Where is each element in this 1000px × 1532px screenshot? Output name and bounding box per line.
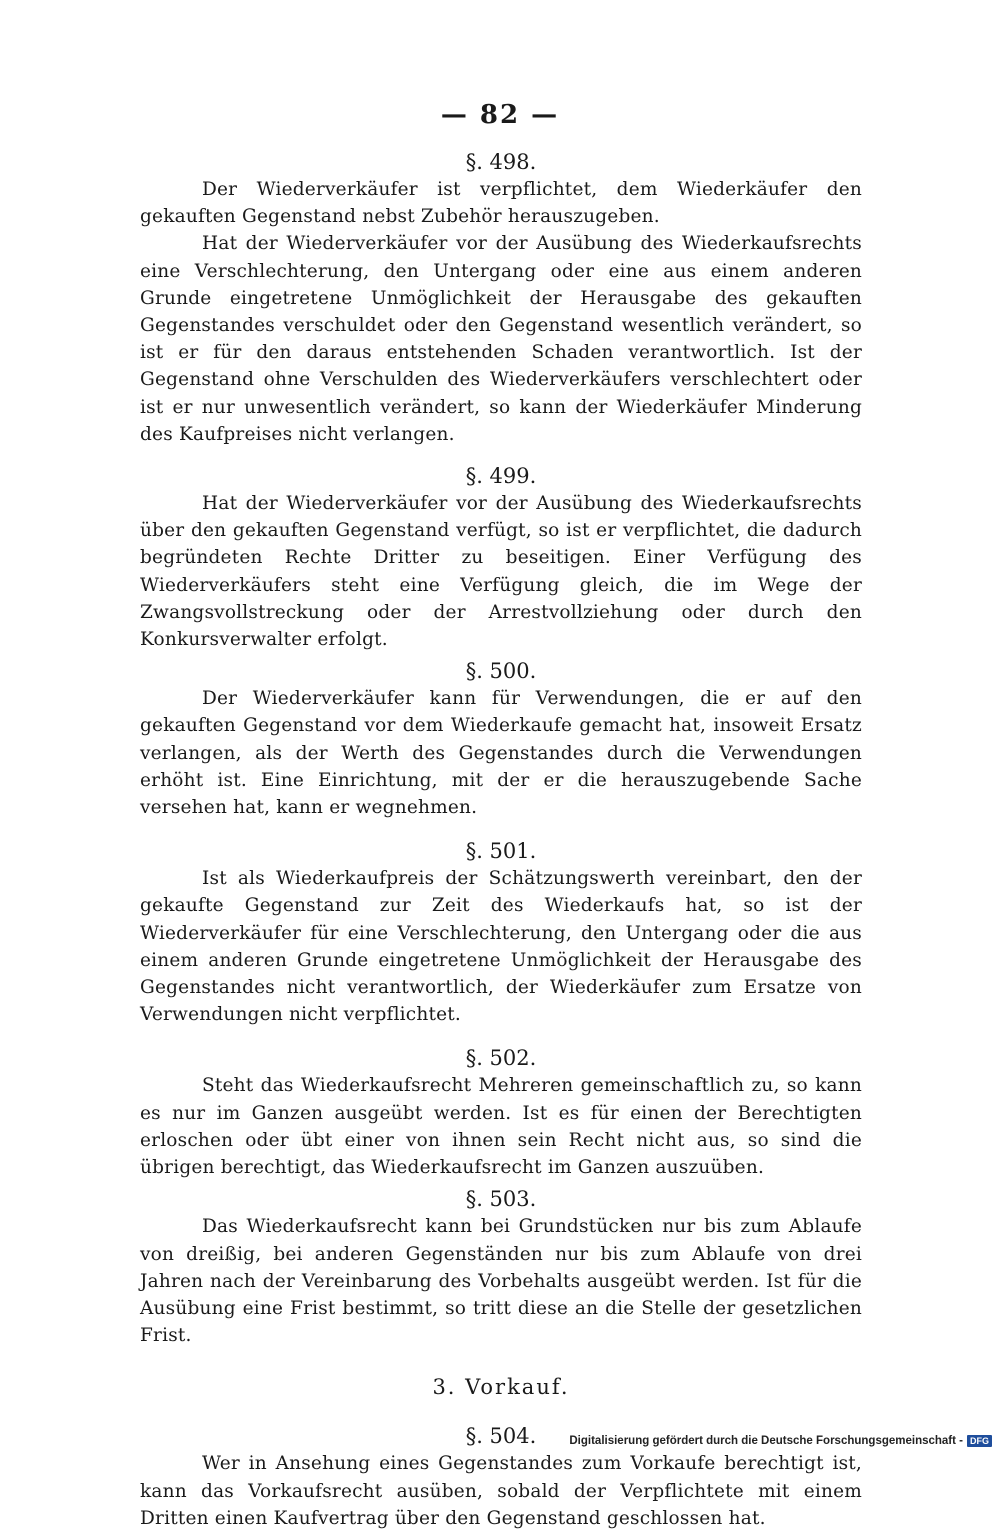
section-501	[140, 837, 862, 1028]
footer-text: Digitalisierung gefördert durch die Deutsche Forschungsgemeinschaft -	[569, 1435, 963, 1447]
section-heading: §. 500.	[465, 659, 537, 684]
document-body	[140, 148, 862, 1532]
paragraph: Der Wiederverkäufer kann für Verwendungen, die er auf den gekauften Gegenstand vor dem Wiederkaufe gemacht hat, insoweit Ersatz verlangen, als der Werth des Gegenstandes durch die Verwendungen erhöht ist. Eine Einrichtung, mit der er die herauszugebende Sache versehen hat, kann er wegnehmen.	[140, 688, 862, 819]
paragraph: Der Wiederverkäufer ist verpflichtet, dem Wiederkäufer den gekauften Gegenstand nebst Zubehör herauszugeben.	[140, 179, 862, 228]
paragraph: Hat der Wiederverkäufer vor der Ausübung des Wiederkaufsrechts eine Verschlechterung, den Untergang oder eine aus einem anderen Grunde eingetretene Unmöglichkeit der Herausgabe des gekauften Gegenstandes verschuldet oder den Gegenstand wesentlich verändert, so ist er für den daraus entstehenden Schaden verantwortlich. Ist der Gegenstand ohne Verschulden des Wiederverkäufers verschlechtert oder ist er nur unwesentlich verändert, so kann der Wiederkäufer Minderung des Kaufpreises nicht verlangen.	[140, 233, 862, 445]
section-heading: §. 499.	[465, 464, 537, 489]
paragraph: Hat der Wiederverkäufer vor der Ausübung des Wiederkaufsrechts über den gekauften Gegenstand verfügt, so ist er verpflichtet, die dadurch begründeten Rechte Dritter zu beseitigen. Einer Verfügung des Wiederverkäufers steht eine Verfügung gleich, die im Wege der Zwangsvollstreckung oder der Arrestvollziehung oder durch den Konkursverwalter erfolgt.	[140, 493, 862, 651]
section-heading: §. 501.	[465, 839, 537, 864]
paragraph: Steht das Wiederkaufsrecht Mehreren gemeinschaftlich zu, so kann es nur im Ganzen ausgeübt werden. Ist es für einen der Berechtigten erloschen oder übt einer von ihnen sein Recht nicht aus, so sind die übrigen berechtigt, das Wiederkaufsrecht im Ganzen auszuüben.	[140, 1075, 862, 1179]
section-499	[140, 462, 862, 653]
section-500	[140, 657, 862, 821]
paragraph: Ist als Wiederkaufpreis der Schätzungswerth vereinbart, den der gekaufte Gegenstand zur Zeit des Wiederkaufs hat, so ist der Wiederverkäufer für eine Verschlechterung, den Untergang oder die aus einem anderen Grunde eingetretene Unmöglichkeit der Herausgabe des Gegenstandes nicht verantwortlich, der Wiederkäufer zum Ersatze von Verwendungen nicht verpflichtet.	[140, 868, 862, 1026]
dfg-logo-icon: DFG	[967, 1435, 992, 1447]
section-heading: §. 498.	[465, 150, 537, 174]
section-503	[140, 1185, 862, 1349]
page-number: — 82 —	[440, 100, 560, 130]
paragraph: Das Wiederkaufsrecht kann bei Grundstücken nur bis zum Ablaufe von dreißig, bei anderen Gegenständen nur bis zum Ablaufe von drei Jahren nach der Vereinbarung des Vorbehalts ausgeübt werden. Ist für die Ausübung eine Frist bestimmt, so tritt diese an die Stelle der gesetzlichen Frist.	[140, 1216, 862, 1347]
section-heading: §. 502.	[465, 1046, 537, 1071]
footer-credit	[569, 1435, 992, 1447]
section-heading: §. 503.	[465, 1187, 537, 1212]
paragraph: Wer in Ansehung eines Gegenstandes zum Vorkaufe berechtigt ist, kann das Vorkaufsrecht ausüben, sobald der Verpflichtete mit einem Dritten einen Kaufvertrag über den Gegenstand geschlossen hat.	[140, 1453, 862, 1529]
section-502	[140, 1044, 862, 1181]
section-heading: §. 504.	[465, 1424, 537, 1449]
chapter-heading: 3. Vorkauf.	[432, 1375, 570, 1400]
section-498	[140, 148, 862, 448]
